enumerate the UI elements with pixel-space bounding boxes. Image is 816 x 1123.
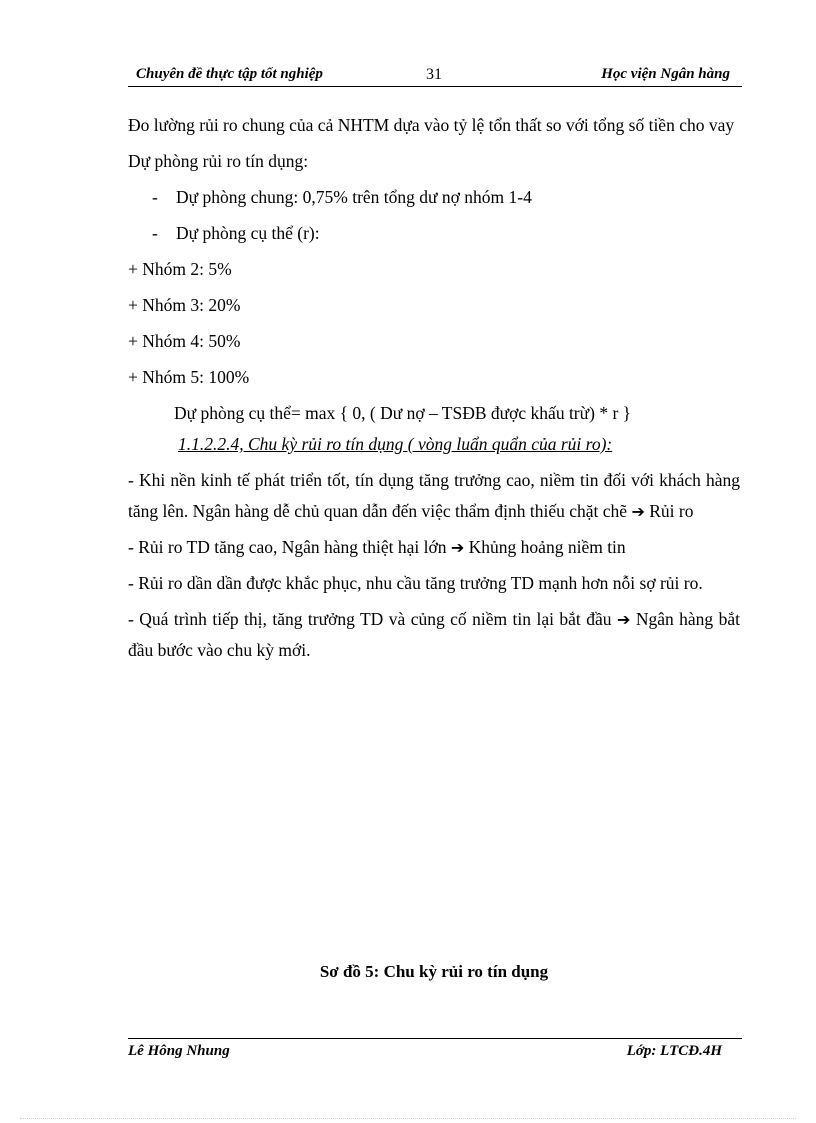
footer-author: Lê Hông Nhung xyxy=(128,1043,230,1059)
provision-formula: Dự phòng cụ thể= max { 0, ( Dư nợ – TSĐB được khấu trừ) * r } xyxy=(174,403,632,423)
cycle-result: Rủi ro xyxy=(649,501,694,521)
provision-item-general xyxy=(128,182,740,213)
cycle-paragraph xyxy=(128,604,740,666)
provision-item-text: Dự phòng chung: 0,75% trên tổng dư nợ nhóm 1-4 xyxy=(176,187,532,207)
group-rate: + Nhóm 4: 50% xyxy=(128,331,241,351)
provision-title: Dự phòng rủi ro tín dụng: xyxy=(128,151,309,171)
group-rate: + Nhóm 3: 20% xyxy=(128,295,241,315)
figure-caption: Sơ đồ 5: Chu kỳ rủi ro tín dụng xyxy=(319,962,549,981)
cycle-result: Khủng hoảng niềm tin xyxy=(468,537,626,557)
cycle-text: - Rủi ro TD tăng cao, Ngân hàng thiệt hại lớn xyxy=(128,537,447,557)
cycle-paragraph xyxy=(128,532,740,563)
bullet-dash: - xyxy=(152,223,158,243)
cycle-text: - Rủi ro dần dần được khắc phục, nhu cầu tăng trưởng TD mạnh hơn nỗi sợ rủi ro. xyxy=(128,573,703,593)
right-arrow-icon: ➔ xyxy=(631,502,645,521)
header-page-number: 31 xyxy=(426,66,442,83)
cycle-paragraph xyxy=(128,465,740,527)
header-document-title: Chuyên đề thực tập tốt nghiệp xyxy=(136,66,323,82)
footer-class: Lớp: LTCĐ.4H xyxy=(626,1043,722,1059)
provision-item-text: Dự phòng cụ thể (r): xyxy=(176,223,320,243)
header-institution: Học viện Ngân hàng xyxy=(601,66,730,82)
page-footer xyxy=(128,1038,742,1063)
bullet-dash: - xyxy=(152,187,158,207)
right-arrow-icon: ➔ xyxy=(616,610,631,629)
right-arrow-icon: ➔ xyxy=(450,538,465,557)
cycle-result: Ngân hàng bắt đầu bước vào chu kỳ mới. xyxy=(128,609,741,660)
paragraph-risk-measurement: Đo lường rủi ro chung của cả NHTM dựa vào tỷ lệ tổn thất so với tổng số tiền cho vay xyxy=(128,115,735,135)
cycle-text: - Quá trình tiếp thị, tăng trưởng TD và củng cố niềm tin lại bắt đầu xyxy=(128,609,612,629)
cycle-paragraph xyxy=(128,568,740,599)
group-rate: + Nhóm 2: 5% xyxy=(128,259,232,279)
cycle-text: - Khi nền kinh tế phát triển tốt, tín dụng tăng trưởng cao, niềm tin đối với khách hàng tăng lên. Ngân hàng dễ chủ quan dẫn đến việc thẩm định thiếu chặt chẽ xyxy=(128,470,740,521)
provision-item-specific xyxy=(128,218,740,249)
page-header xyxy=(128,64,742,87)
page-body xyxy=(128,110,740,666)
group-rate: + Nhóm 5: 100% xyxy=(128,367,250,387)
section-subheading: 1.1.2.2.4, Chu kỳ rủi ro tín dụng ( vòng luẩn quẩn của rủi ro): xyxy=(178,434,613,454)
page-edge-divider xyxy=(20,1118,796,1119)
